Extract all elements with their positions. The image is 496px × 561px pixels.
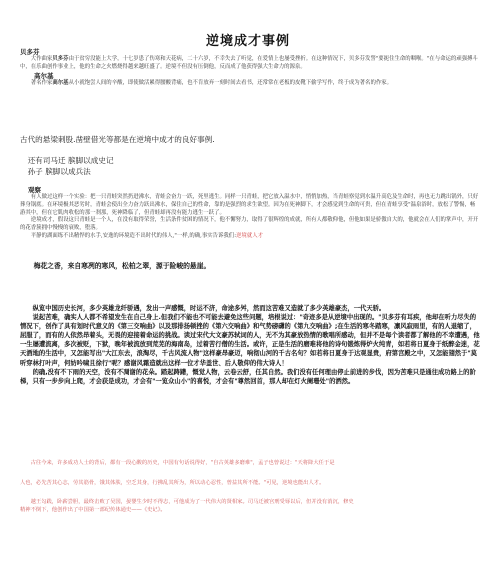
- name-gorky: 高尔基: [52, 79, 69, 86]
- ancient-examples-line: 古代的悬梁刺股.凿壁借光等都是在逆境中成才的良好事例.: [20, 135, 215, 144]
- section-beethoven: [20, 48, 480, 87]
- essay-paragraph-1: 纵览中国历史长河，多少英雄龙纤骄遇，发出一声感慨，时运不济，命途多舛，然而这苦难又造就了多少英雄豪杰，一代天骄。: [32, 305, 386, 312]
- section-red-notes: [20, 460, 480, 514]
- paragraph-adversity: 逆境成才，假设这只青蛙是一个人，在没有取得荣誉，生活条件贫困的情况下，他不懈努力，取得了很辉煌的成就，所有人都敬仰他，但他如果是骄傲自大的，他就会在人们的掌声中，开开的花香簇拥中慢慢的衰败，堕落。: [20, 217, 479, 232]
- text-span: 平静的湖面练不出精悍的水手,安逸的环境造不出时代的伟人,"一样,的确,事实告诉我们:: [30, 232, 237, 239]
- text-span: 从小就饱尝人间的辛酸，即使做活累得腰酸背痛，也不肯放弃一刻时间去看书，还常常在老板的皮靴下偷学写作，终于成为著名的作家。: [68, 79, 393, 86]
- heading-beethoven: 贝多芬: [20, 48, 40, 56]
- page-title: 逆境成才事例: [205, 34, 290, 49]
- paragraph-beethoven: [20, 56, 480, 72]
- paragraph-conclusion: [20, 233, 480, 241]
- section-slogan: [20, 262, 480, 271]
- essay-paragraph-3: 的确,没有不下雨的天空，没有不凋谢的花朵。踏起踌躇，慨觉人物，云卷云舒，任其自然。我们没有任何理由停止前进的步伐，因为苦难只是通往成功路上的阶梯，只有一步步向上爬，才会获是成功，才会有"一览众山小"的喜悦，才会有"尊然回首，那人却在灯火阑珊处"的洒然。: [20, 368, 476, 385]
- text-span: 大作曲家: [30, 56, 53, 62]
- red-note-line-4: 精神不倒下，他创作出了中国第一部纪传体通史——《史记》。: [20, 506, 166, 513]
- red-note-line-2: 人也，必先苦其心志，劳其筋骨，饿其体肤，空乏其身，行拂乱其所为，所以动心忍性，曾益其所不能。"可见，逆境也能出人才。: [20, 479, 325, 486]
- section-essay: [20, 304, 480, 386]
- name-beethoven: 贝多芬: [52, 56, 69, 62]
- text-span: 著名作家: [30, 79, 53, 86]
- poem-line-1: 还有司马迁 膑脚以成史记: [27, 156, 114, 165]
- text-span: 由于贫穷没能上大学，十七岁患了伤寒和天花病，二十六岁，不幸失去了听觉，在爱情上也屡受挫折。在这种情况下，贝多芬发誓"要扼住生命的咽喉。"在与命运的顽强搏斗中，在乐曲创作事业上，他的生命之火燃烧得越来越旺盛了。逆境不但没有压倒他，反而成了他获得强大生命力的源泉。: [20, 56, 478, 70]
- poem-line-2: 孙子 膑脚以成兵法: [27, 167, 91, 176]
- red-note-line-3: 越王勾践，卧薪尝胆，最终击败了吴国，晏婴生少时不得志，可他成为了一代伟大的贤相家。司马迁被宫刑受辱以后，但并没有消沉，修史: [30, 499, 354, 506]
- heading-observation: 观察: [28, 186, 41, 194]
- paragraph-gorky: [20, 80, 480, 88]
- heading-gorky: 高尔基: [34, 71, 54, 80]
- section-observation: [20, 186, 480, 241]
- highlight-red: 逆境就人才: [236, 232, 263, 239]
- paragraph-frog-experiment: 有人做过这样一个实验：把一只青蛙突然扔进沸水，青蛙会奋力一跃，死里逃生。同样一只青蛙，把它放入温水中，悄悄加热，当青蛙察觉到水温升高危及生命时，再也无力跳出锅外，只好葬身锅底。在环境极其恶劣时，青蛙会使出全力奋力跃出沸水，保住自己的性命，靠的是强烈的求生欲望。因为在死神脚下，才会感觉到生命的可贵，但在青蛙享受"温泉浴时，放松了警惕，畅游其中，但在它肌肉收松的那一刹那，死神降临了，但青蛙却再没有能力逃生一跃了。: [20, 194, 479, 216]
- section-ancient-examples: [20, 134, 480, 177]
- slogan: 梅花之香，来自寒冽的寒风，松柏之翠，源于险峻的悬崖。: [33, 262, 211, 270]
- red-note-line-1: 古往今来，许多成功人士的背后，都有一段心酸的历史，中国有句话说得好，"自古英雄多磨难"，孟子也曾说过："天将降大任于是: [30, 460, 335, 466]
- essay-paragraph-2: 说起苦难，确实人人都不希望发生在自己身上.但我们不能也不可能去避免这些问题，培根说过："奇迹多是从逆境中出现的。"贝多芬有耳疾，他却在听力尽失的情况下，创作了具有划时代意义的《第三交响曲》以及那排扬顿挫的《第六交响曲》和气势磅礴的《第九交响曲》;在生活的寒冬踏寒，凛风寂雨里，有的人退缩了，屈服了，而有的人依然昂着头，无畏的迎接着命运的挑战。读过宋代大文豪苏轼词的人，无不为其豪放热情的歌唱所感动，但并不是每个读者都了解他的不幸遭遇，他一生屡遭流离，多次被贬，下狱，晚年被流放到荒芜的海南岛，过着苦行僧的生活。或许，正是生活的磨难将他的诗句锻炼得炉火纯青，如若将日夏身于纸醉金迷，花天酒地的生活中，又怎能写出"大江东去，浪淘尽，千古风流人物"这样豪昂豪迈，响彻山河的千古名句？如若将日夏身于达观显贵，府第宫殿之中，又怎能翅然于"莫听穿林打叶声，何妨吟啸且徐行"呢？感谢风霜造就出这样一位才华盖世、后人敬仰的伟大诗人！: [20, 314, 480, 367]
